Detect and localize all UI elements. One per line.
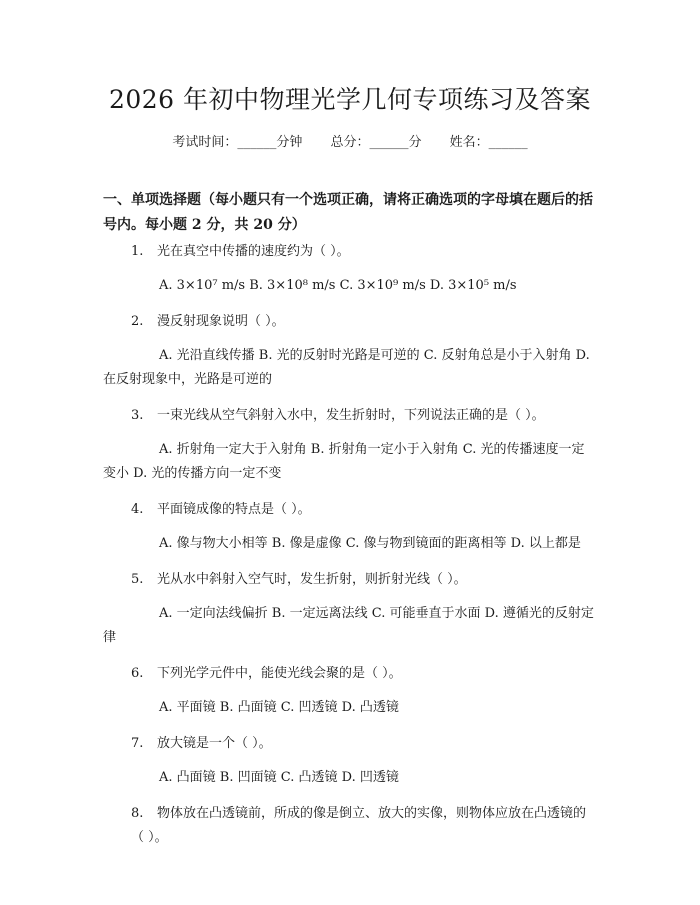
- question-number: 3.: [131, 408, 144, 423]
- question-number: 7.: [131, 736, 144, 751]
- question-number: 2.: [131, 314, 144, 329]
- exam-time-field: 考试时间：______分钟: [172, 135, 303, 150]
- question-number: 1.: [131, 244, 144, 259]
- question-5: [103, 568, 595, 592]
- question-3-options: A. 折射角一定大于入射角 B. 折射角一定小于入射角 C. 光的传播速度一定变小 D. 光的传播方向一定不变: [103, 442, 585, 481]
- question-1-options: A. 3×10⁷ m/s B. 3×10⁸ m/s C. 3×10⁹ m/s D. 3×10⁵ m/s: [159, 278, 517, 293]
- question-number: 5.: [131, 572, 144, 587]
- question-number: 4.: [131, 502, 144, 517]
- question-3: [103, 404, 595, 428]
- question-text: 放大镜是一个（ ）。: [157, 736, 272, 751]
- question-2: [103, 310, 595, 334]
- question-text: 物体放在凸透镜前，所成的像是倒立、放大的实像，则物体应放在凸透镜的（ ）。: [131, 806, 587, 845]
- question-1: [103, 240, 595, 264]
- question-number: 8.: [131, 806, 144, 821]
- question-8: [103, 802, 595, 850]
- total-score-field: 总分：______分: [330, 135, 422, 150]
- question-text: 下列光学元件中，能使光线会聚的是（ ）。: [157, 666, 402, 681]
- section-heading: 一、单项选择题（每小题只有一个选项正确，请将正确选项的字母填在题后的括号内。每小题 2 分，共 20 分）: [103, 192, 593, 233]
- question-number: 6.: [131, 666, 144, 681]
- question-text: 漫反射现象说明（ ）。: [157, 314, 285, 329]
- question-6: [103, 662, 595, 686]
- question-4-options: A. 像与物大小相等 B. 像是虚像 C. 像与物到镜面的距离相等 D. 以上都是: [159, 536, 581, 551]
- question-6-options: A. 平面镜 B. 凸面镜 C. 凹透镜 D. 凸透镜: [159, 700, 399, 715]
- question-text: 一束光线从空气斜射入水中，发生折射时，下列说法正确的是（ ）。: [157, 408, 545, 423]
- question-text: 光在真空中传播的速度约为（ ）。: [157, 244, 350, 259]
- question-7: [103, 732, 595, 756]
- page-title: 2026 年初中物理光学几何专项练习及答案: [108, 85, 592, 114]
- question-text: 光从水中斜射入空气时，发生折射，则折射光线（ ）。: [157, 572, 467, 587]
- question-5-options: A. 一定向法线偏折 B. 一定远离法线 C. 可能垂直于水面 D. 遵循光的反射定律: [103, 606, 594, 645]
- name-field: 姓名：______: [449, 135, 528, 150]
- question-4: [103, 498, 595, 522]
- question-list: [103, 240, 595, 850]
- question-text: 平面镜成像的特点是（ ）。: [157, 502, 311, 517]
- question-7-options: A. 凸面镜 B. 凹面镜 C. 凸透镜 D. 凹透镜: [159, 770, 399, 785]
- question-2-options: A. 光沿直线传播 B. 光的反射时光路是可逆的 C. 反射角总是小于入射角 D. 在反射现象中，光路是可逆的: [103, 348, 590, 387]
- exam-info-line: [0, 131, 700, 150]
